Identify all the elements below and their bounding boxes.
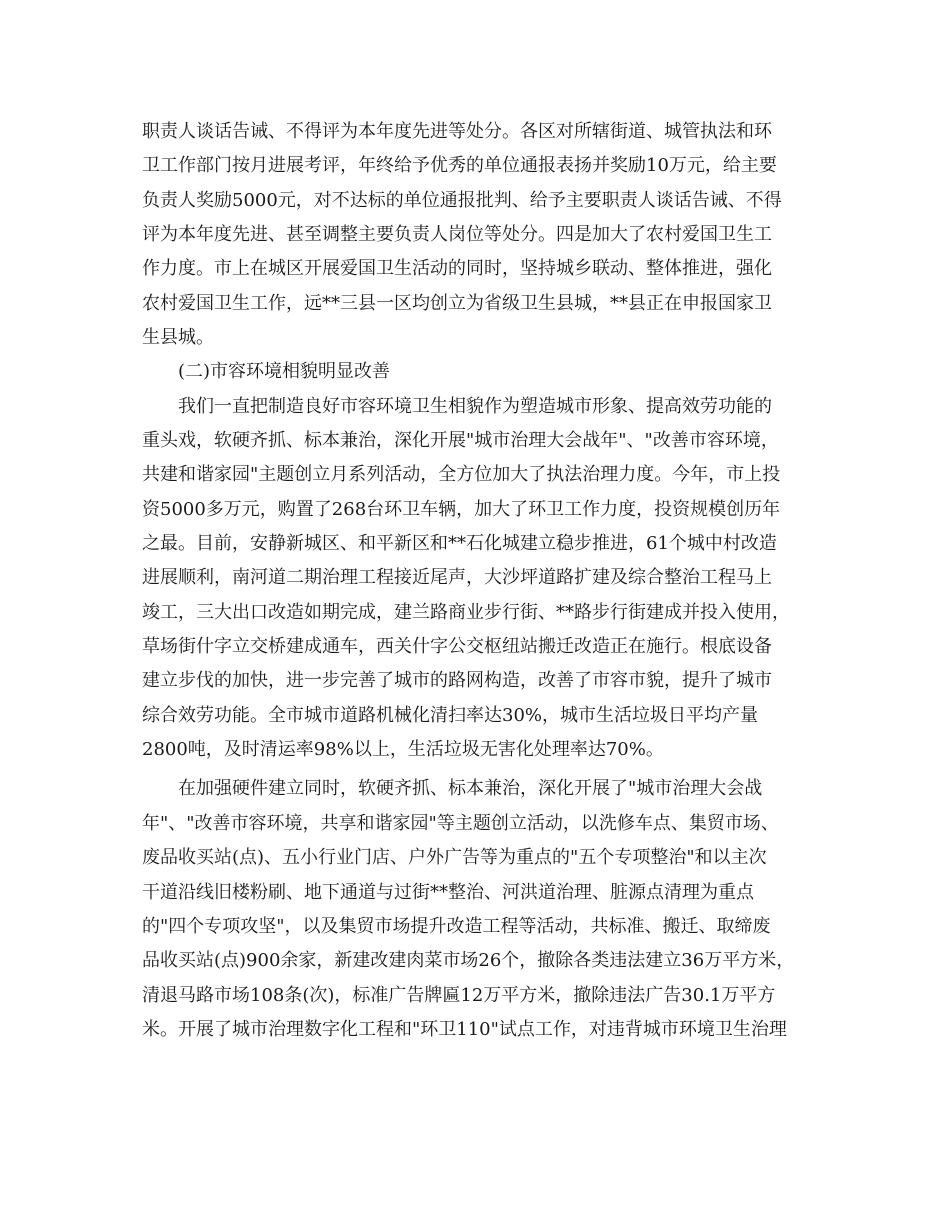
text-line: 草场街什字立交桥建成通车，西关什字公交枢纽站搬迁改造正在施行。根底设备 <box>142 636 772 657</box>
text-line: 评为本年度先进、甚至调整主要负责人岗位等处分。四是加大了农村爱国卫生工 <box>142 224 772 245</box>
text-line: 卫工作部门按月进展考评，年终给予优秀的单位通报表扬并奖励10万元，给主要 <box>142 155 777 176</box>
paragraph-start: 我们一直把制造良好市容环境卫生相貌作为塑造城市形象、提高效劳功能的 <box>178 396 772 417</box>
text-line: 进展顺利，南河道二期治理工程接近尾声，大沙坪道路扩建及综合整治工程马上 <box>142 567 772 588</box>
text-line: 年"、"改善市容环境，共享和谐家园"等主题创立活动，以洗修车点、集贸市场、 <box>142 813 779 834</box>
paragraph-start: 在加强硬件建立同时，软硬齐抓、标本兼治，深化开展了"城市治理大会战 <box>178 778 763 799</box>
section-heading: (二)市容环境相貌明显改善 <box>178 361 391 382</box>
text-line: 综合效劳功能。全市城市道路机械化清扫率达30%，城市生活垃圾日平均产量 <box>142 705 759 726</box>
text-line: 竣工，三大出口改造如期完成，建兰路商业步行街、**路步行街建成并投入使用， <box>142 602 790 623</box>
text-line: 品收买站(点)900余家，新建改建肉菜市场26个，撤除各类违法建立36万平方米， <box>142 950 795 971</box>
text-line: 建立步伐的加快，进一步完善了城市的路网构造，改善了市容市貌，提升了城市 <box>142 670 772 691</box>
text-line: 共建和谐家园"主题创立月系列活动，全方位加大了执法治理力度。今年，市上投 <box>142 464 781 485</box>
text-line: 重头戏，软硬齐抓、标本兼治，深化开展"城市治理大会战年"、"改善市容环境， <box>142 430 779 451</box>
text-line: 2800吨，及时清运率98%以上，生活垃圾无害化处理率达70%。 <box>142 739 664 760</box>
text-line: 之最。目前，安静新城区、和平新区和**石化城建立稳步推进，61个城中村改造 <box>142 533 777 554</box>
text-line: 作力度。市上在城区开展爱国卫生活动的同时，坚持城乡联动、整体推进，强化 <box>142 258 772 279</box>
text-line: 清退马路市场108条(次)，标准广告牌匾12万平方米，撤除违法广告30.1万平方 <box>142 985 776 1006</box>
text-line: 的"四个专项攻坚"，以及集贸市场提升改造工程等活动，共标准、搬迁、取缔废 <box>142 916 771 937</box>
text-line: 资5000多万元，购置了268台环卫车辆，加大了环卫工作力度，投资规模创历年 <box>142 499 781 520</box>
text-line: 米。开展了城市治理数字化工程和"环卫110"试点工作，对违背城市环境卫生治理 <box>142 1019 787 1040</box>
text-line: 生县城。 <box>142 327 214 348</box>
text-line: 干道沿线旧楼粉刷、地下通道与过街**整治、河洪道治理、脏源点清理为重点 <box>142 882 754 903</box>
text-line: 废品收买站(点)、五小行业门店、户外广告等为重点的"五个专项整治"和以主次 <box>142 847 767 868</box>
text-line: 负责人奖励5000元，对不达标的单位通报批判、给予主要职责人谈话告诫、不得 <box>142 190 782 211</box>
text-line: 农村爱国卫生工作，远**三县一区均创立为省级卫生县城，**县正在申报国家卫 <box>142 293 772 314</box>
text-line: 职责人谈话告诫、不得评为本年度先进等处分。各区对所辖街道、城管执法和环 <box>142 121 772 142</box>
